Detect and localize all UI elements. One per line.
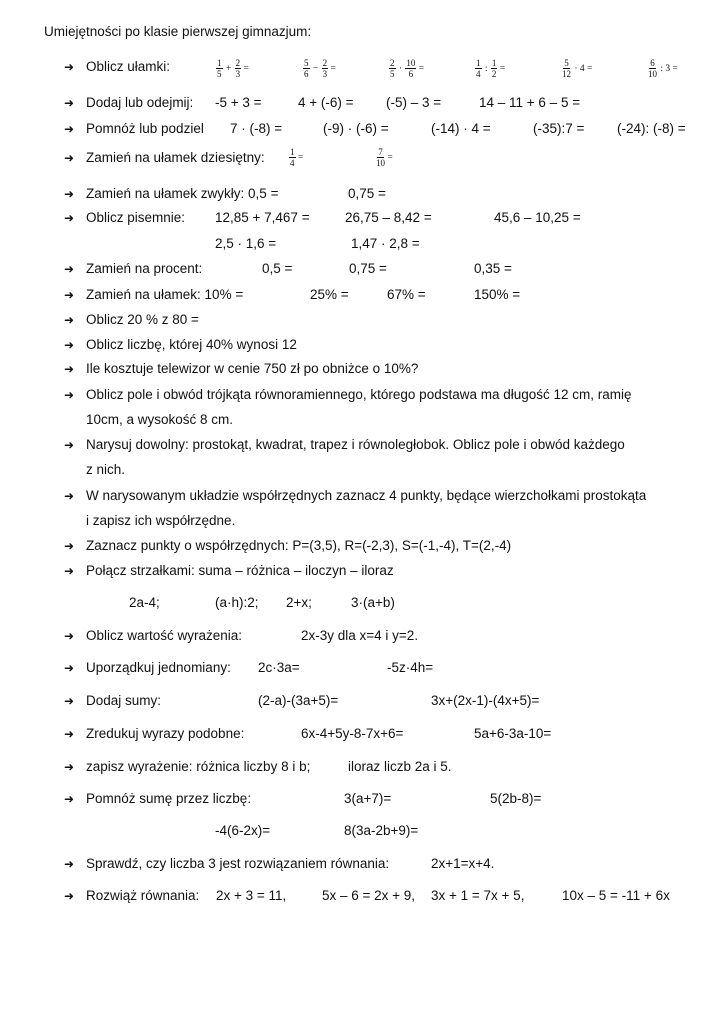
expression: 5(2b-8)=: [490, 791, 542, 806]
expression: (2-a)-(3a+5)=: [258, 693, 339, 708]
task-label: Uporządkuj jednomiany:: [86, 660, 231, 675]
expression: 2x-3y dla x=4 i y=2.: [301, 628, 419, 643]
task-label-continued: 10cm, a wysokość 8 cm.: [86, 412, 234, 427]
arrow-right-icon: ➜: [64, 438, 75, 452]
fraction-expr: $\frac{6}{10}$ : 3 =: [648, 58, 678, 79]
task-label: Połącz strzałkami: suma – różnica – iloczyn – iloraz: [86, 563, 394, 578]
expression: 45,6 – 10,25 =: [494, 210, 581, 225]
expression: 14 – 11 + 6 – 5 =: [479, 95, 581, 110]
task-label: zapisz wyrażenie: różnica liczby 8 i b;: [86, 759, 311, 774]
expression: 0,75 =: [349, 261, 387, 276]
fraction-expr: $\frac{1}{4}$ =: [290, 147, 304, 168]
arrow-right-icon: ➜: [64, 60, 75, 74]
arrow-right-icon: ➜: [64, 388, 75, 402]
expression: 2,5 · 1,6 =: [215, 236, 277, 251]
task-label: Dodaj lub odejmij:: [86, 95, 194, 110]
task-label: Oblicz pisemnie:: [86, 210, 186, 225]
expression: 6x-4+5y-8-7x+6=: [301, 726, 404, 741]
task-label: Sprawdź, czy liczba 3 jest rozwiązaniem równania:: [86, 856, 390, 871]
expression: 10x – 5 = -11 + 6x: [562, 888, 670, 903]
expression: (a·h):2;: [215, 595, 259, 610]
expression: 5a+6-3a-10=: [474, 726, 552, 741]
task-label-continued: z nich.: [86, 462, 126, 477]
expression: 3·(a+b): [351, 595, 395, 610]
expression: -5z·4h=: [387, 660, 434, 675]
expression: 150% =: [474, 287, 521, 302]
task-label: Zaznacz punkty o współrzędnych: P=(3,5), R=(-2,3), S=(-1,-4), T=(2,-4): [86, 538, 512, 553]
expression: 1,47 · 2,8 =: [351, 236, 420, 251]
expression: 5x – 6 = 2x + 9,: [322, 888, 416, 903]
expression: (-24): (-8) =: [617, 121, 686, 136]
fraction-expr: $\frac{5}{12}$ · 4 =: [562, 58, 593, 79]
expression: (-5) – 3 =: [386, 95, 442, 110]
expression: 3x+(2x-1)-(4x+5)=: [431, 693, 540, 708]
arrow-right-icon: ➜: [64, 857, 75, 871]
expression: 3(a+7)=: [344, 791, 392, 806]
expression: 67% =: [387, 287, 426, 302]
arrow-right-icon: ➜: [64, 727, 75, 741]
task-label: Oblicz 20 % z 80 =: [86, 312, 199, 327]
task-label: Zamień na ułamek: 10% =: [86, 287, 244, 302]
arrow-right-icon: ➜: [64, 629, 75, 643]
task-label-continued: i zapisz ich współrzędne.: [86, 513, 236, 528]
expression: 0,35 =: [474, 261, 512, 276]
arrow-right-icon: ➜: [64, 262, 75, 276]
task-label: Zredukuj wyrazy podobne:: [86, 726, 245, 741]
expression: 8(3a-2b+9)=: [344, 823, 419, 838]
arrow-right-icon: ➜: [64, 661, 75, 675]
fraction-expr: $\frac{7}{10}$ =: [376, 147, 393, 168]
arrow-right-icon: ➜: [64, 760, 75, 774]
expression: -5 + 3 =: [215, 95, 262, 110]
arrow-right-icon: ➜: [64, 122, 75, 136]
expression: iloraz liczb 2a i 5.: [348, 759, 452, 774]
expression: 0,5 =: [262, 261, 293, 276]
expression: 2+x;: [286, 595, 312, 610]
expression: 25% =: [310, 287, 349, 302]
expression: -4(6-2x)=: [215, 823, 271, 838]
arrow-right-icon: ➜: [64, 564, 75, 578]
task-label: W narysowanym układzie współrzędnych zaznacz 4 punkty, będące wierzchołkami prostokąta: [86, 488, 647, 503]
arrow-right-icon: ➜: [64, 489, 75, 503]
arrow-right-icon: ➜: [64, 288, 75, 302]
arrow-right-icon: ➜: [64, 362, 75, 376]
fraction-expr: $\frac{5}{6}$ − $\frac{2}{3}$ =: [304, 58, 336, 79]
arrow-right-icon: ➜: [64, 151, 75, 165]
expression: (-9) · (-6) =: [323, 121, 389, 136]
expression: 12,85 + 7,467 =: [215, 210, 310, 225]
expression: (-35):7 =: [533, 121, 585, 136]
fraction-expr: $\frac{1}{4}$ : $\frac{1}{2}$ =: [476, 58, 506, 79]
expression: 7 · (-8) =: [230, 121, 283, 136]
page-title: Umiejętności po klasie pierwszej gimnazjum:: [44, 24, 312, 39]
task-label: Pomnóż lub podziel: [86, 121, 204, 136]
arrow-right-icon: ➜: [64, 792, 75, 806]
arrow-right-icon: ➜: [64, 313, 75, 327]
task-label: Zamień na ułamek zwykły: 0,5 =: [86, 186, 279, 201]
expression: 26,75 – 8,42 =: [345, 210, 432, 225]
expression: 2c·3a=: [258, 660, 300, 675]
task-label: Narysuj dowolny: prostokąt, kwadrat, trapez i równoległobok. Oblicz pole i obwód każdego: [86, 437, 625, 452]
task-label: Ile kosztuje telewizor w cenie 750 zł po obniżce o 10%?: [86, 361, 419, 376]
expression: 2a-4;: [129, 595, 160, 610]
expression: 4 + (-6) =: [298, 95, 354, 110]
arrow-right-icon: ➜: [64, 694, 75, 708]
task-label: Oblicz liczbę, której 40% wynosi 12: [86, 337, 297, 352]
arrow-right-icon: ➜: [64, 539, 75, 553]
expression: 3x + 1 = 7x + 5,: [431, 888, 525, 903]
expression: 0,75 =: [348, 186, 386, 201]
arrow-right-icon: ➜: [64, 338, 75, 352]
task-label: Oblicz wartość wyrażenia:: [86, 628, 243, 643]
task-label: Zamień na ułamek dziesiętny:: [86, 150, 265, 165]
expression: (-14) · 4 =: [431, 121, 491, 136]
fraction-expr: $\frac{1}{5}$ + $\frac{2}{3}$ =: [217, 58, 249, 79]
arrow-right-icon: ➜: [64, 187, 75, 201]
arrow-right-icon: ➜: [64, 96, 75, 110]
task-label: Pomnóż sumę przez liczbę:: [86, 791, 252, 806]
expression: 2x + 3 = 11,: [216, 888, 287, 903]
task-label: Oblicz ułamki:: [86, 59, 171, 74]
arrow-right-icon: ➜: [64, 889, 75, 903]
expression: 2x+1=x+4.: [431, 856, 495, 871]
task-label: Rozwiąż równania:: [86, 888, 200, 903]
task-label: Zamień na procent:: [86, 261, 203, 276]
fraction-expr: $\frac{2}{5}$ · $\frac{10}{6}$ =: [390, 58, 425, 79]
task-label: Oblicz pole i obwód trójkąta równoramiennego, którego podstawa ma długość 12 cm, ramię: [86, 387, 632, 402]
task-label: Dodaj sumy:: [86, 693, 162, 708]
arrow-right-icon: ➜: [64, 211, 75, 225]
